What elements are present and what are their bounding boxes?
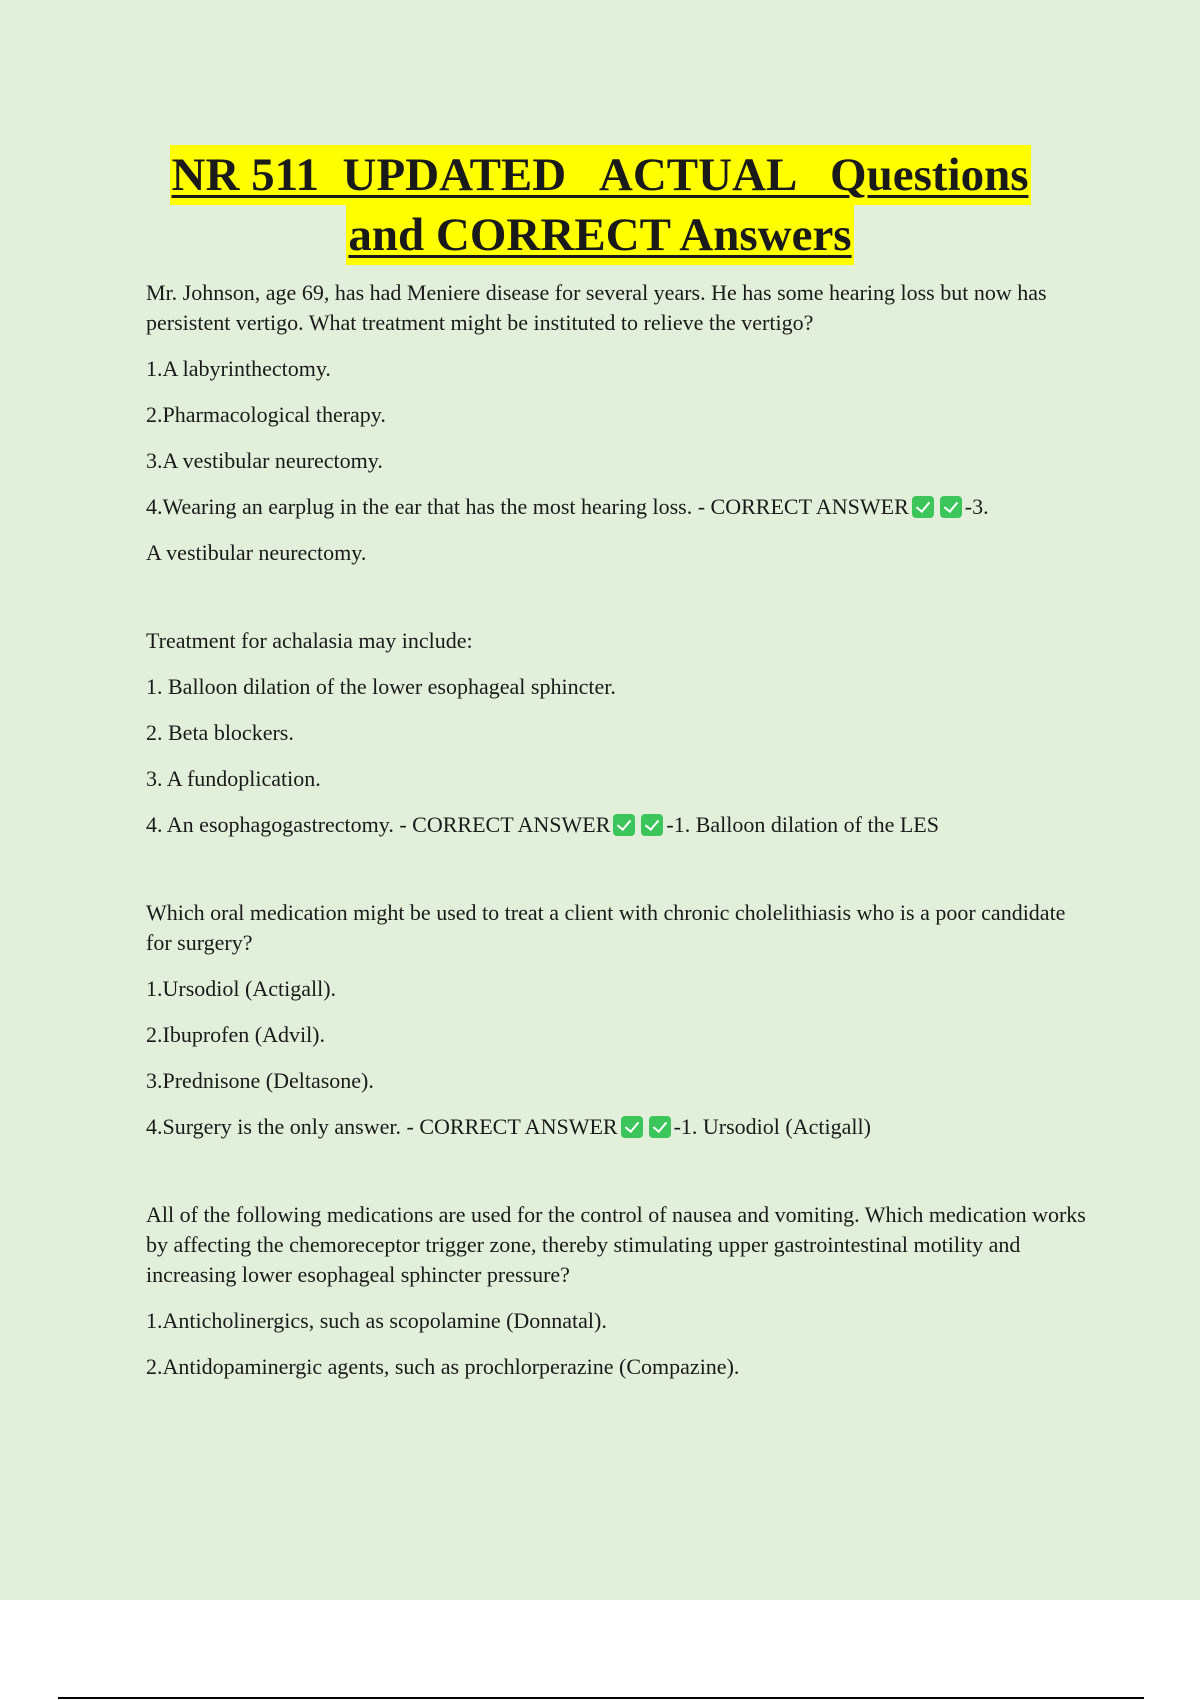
check-box-icon [912, 496, 934, 518]
spacer [146, 856, 1086, 898]
answer-option: 3. A fundoplication. [146, 766, 321, 791]
check-box-icon [649, 1116, 671, 1138]
spacer [146, 584, 1086, 626]
spacer [146, 1158, 1086, 1200]
correct-answer-line [146, 492, 1086, 522]
document-title [0, 145, 1200, 265]
question-4 [146, 1200, 1086, 1382]
correct-answer-text: -3. [964, 494, 989, 519]
check-box-icon [641, 814, 663, 836]
answer-option-text: 4.Wearing an earplug in the ear that has the most hearing loss. - CORRECT ANSWER [146, 494, 909, 519]
answer-option-text: 4. An esophagogastrectomy. - CORRECT ANSWER [146, 812, 611, 837]
title-line-2: and CORRECT Answers [346, 205, 853, 265]
question-1 [146, 278, 1086, 568]
correct-answer-continuation: A vestibular neurectomy. [146, 540, 367, 565]
answer-option: 2. Beta blockers. [146, 720, 294, 745]
correct-answer-line [146, 810, 1086, 840]
answer-option: 1.A labyrinthectomy. [146, 356, 331, 381]
answer-option-text: 4.Surgery is the only answer. - CORRECT ANSWER [146, 1114, 618, 1139]
answer-option: 3.A vestibular neurectomy. [146, 448, 383, 473]
answer-option: 1.Anticholinergics, such as scopolamine (Donnatal). [146, 1308, 607, 1333]
check-box-icon [621, 1116, 643, 1138]
title-line-1: NR 511 UPDATED ACTUAL Questions [170, 145, 1031, 205]
check-box-icon [940, 496, 962, 518]
question-stem: Mr. Johnson, age 69, has had Meniere disease for several years. He has some hearing loss but now has persistent vertigo. What treatment might be instituted to relieve the vertigo? [146, 280, 1047, 335]
answer-option: 2.Ibuprofen (Advil). [146, 1022, 326, 1047]
question-stem: All of the following medications are used for the control of nausea and vomiting. Which medication works by affecting the chemoreceptor trigger zone, thereby stimulating upper gastrointestinal motility and increasing lower esophageal sphincter pressure? [146, 1202, 1086, 1287]
answer-option: 2.Pharmacological therapy. [146, 402, 386, 427]
footer-divider [58, 1697, 1144, 1699]
question-3 [146, 898, 1086, 1142]
check-box-icon [613, 814, 635, 836]
correct-answer-text: -1. Ursodiol (Actigall) [673, 1114, 871, 1139]
answer-option: 2.Antidopaminergic agents, such as prochlorperazine (Compazine). [146, 1354, 740, 1379]
answer-option: 1. Balloon dilation of the lower esophageal sphincter. [146, 674, 616, 699]
question-stem: Treatment for achalasia may include: [146, 628, 473, 653]
question-2 [146, 626, 1086, 840]
answer-option: 1.Ursodiol (Actigall). [146, 976, 337, 1001]
correct-answer-line [146, 1112, 1086, 1142]
question-stem: Which oral medication might be used to treat a client with chronic cholelithiasis who is a poor candidate for surgery? [146, 900, 1066, 955]
question-list [146, 278, 1086, 1398]
answer-option: 3.Prednisone (Deltasone). [146, 1068, 374, 1093]
correct-answer-text: -1. Balloon dilation of the LES [666, 812, 939, 837]
